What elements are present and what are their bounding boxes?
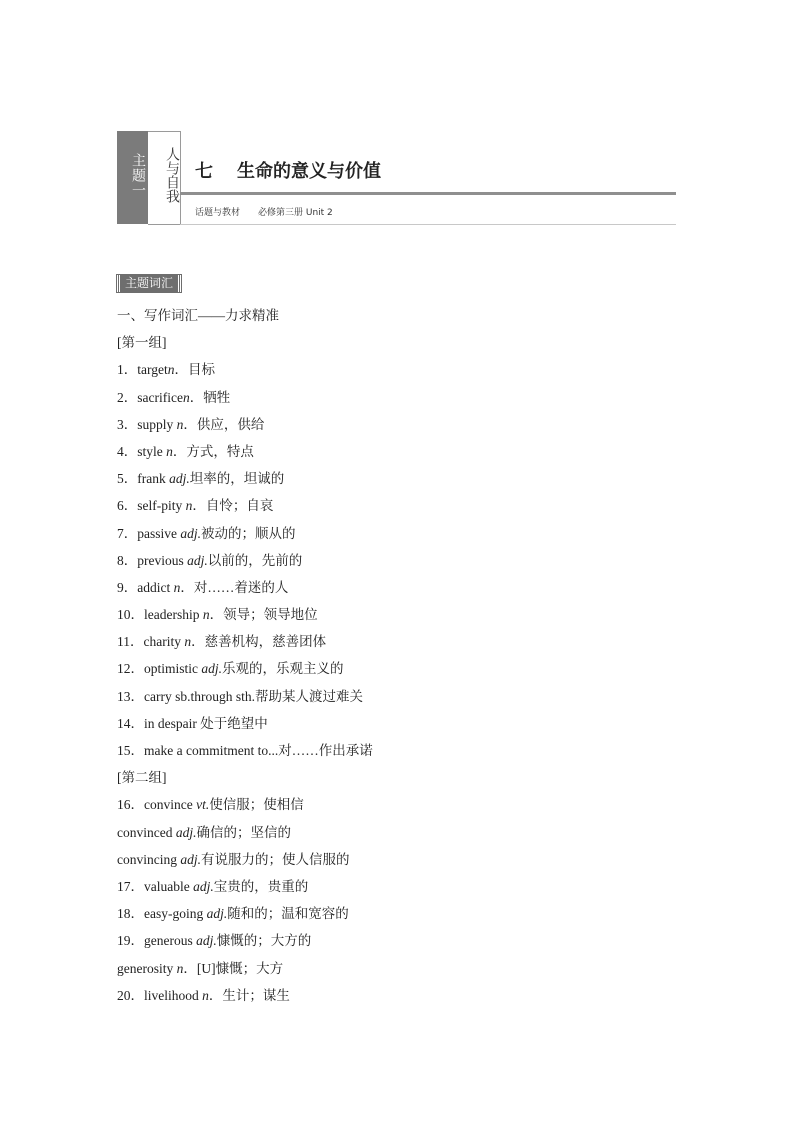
entry-term: generous bbox=[144, 933, 197, 949]
subtheme-label: 人与自我 bbox=[164, 147, 180, 203]
entry-def: ．生计；谋生 bbox=[208, 987, 290, 1003]
entry-num: 17． bbox=[117, 878, 144, 894]
entry-pos: n bbox=[202, 607, 210, 623]
entry-def: ．供应，供给 bbox=[183, 416, 265, 432]
entry-pos: n bbox=[176, 416, 184, 432]
section-heading: 一、写作词汇——力求精准 bbox=[117, 308, 279, 323]
entry-num: 9． bbox=[117, 579, 138, 595]
entry-def: ．方式，特点 bbox=[172, 443, 254, 459]
entry-num: 1． bbox=[117, 362, 138, 378]
entry-def: 确信的；坚信的 bbox=[196, 824, 291, 840]
entry-term: livelihood bbox=[144, 987, 203, 1003]
entry-term: valuable bbox=[144, 878, 194, 894]
entry-term: self-pity bbox=[137, 498, 186, 514]
entry-def: ．对……着迷的人 bbox=[180, 579, 289, 595]
entry-pos: adj. bbox=[206, 906, 228, 922]
entry-num: 12． bbox=[117, 661, 144, 677]
entry-term: sacrifice bbox=[137, 389, 183, 405]
vocab-entry bbox=[117, 524, 677, 551]
entry-def: ．牺牲 bbox=[189, 389, 231, 405]
entry-pos: n bbox=[167, 362, 175, 378]
vocab-entry bbox=[117, 823, 677, 850]
entry-term: in despair bbox=[144, 715, 201, 731]
vocabulary-list bbox=[117, 306, 677, 1013]
entry-term: charity bbox=[143, 634, 185, 650]
entry-term: style bbox=[137, 443, 167, 459]
entry-def: 使信服；使相信 bbox=[209, 797, 304, 813]
entry-pos: n bbox=[173, 579, 181, 595]
vocab-entry bbox=[117, 850, 677, 877]
entry-term: convincing bbox=[117, 851, 181, 867]
entry-def: ．[U]慷慨；大方 bbox=[183, 960, 284, 976]
entry-pos: n bbox=[176, 960, 184, 976]
entry-term: leadership bbox=[144, 607, 203, 623]
entry-pos: adj. bbox=[201, 661, 223, 677]
vocab-entry bbox=[117, 986, 677, 1013]
entry-def: 处于绝望中 bbox=[200, 715, 268, 731]
vocab-entry bbox=[117, 415, 677, 442]
vocab-entry bbox=[117, 959, 677, 986]
chapter-title bbox=[195, 157, 381, 183]
entry-term: frank bbox=[137, 471, 170, 487]
chapter-meta bbox=[195, 205, 333, 218]
entry-def: ．慈善机构，慈善团体 bbox=[191, 634, 327, 650]
theme-label-box bbox=[117, 131, 148, 224]
section-tag: 主题词汇 bbox=[117, 275, 181, 292]
entry-pos: adj. bbox=[175, 824, 197, 840]
vocab-entry bbox=[117, 632, 677, 659]
vocab-entry bbox=[117, 659, 677, 686]
vocab-entry bbox=[117, 551, 677, 578]
vocab-entry bbox=[117, 741, 677, 768]
entry-def: 有说服力的；使人信服的 bbox=[201, 851, 350, 867]
subtheme-label-box bbox=[148, 131, 181, 225]
vocab-entry bbox=[117, 360, 677, 387]
entry-num: 10． bbox=[117, 607, 144, 623]
vocab-entry bbox=[117, 469, 677, 496]
entry-term: generosity bbox=[117, 960, 177, 976]
entry-def: ．领导；领导地位 bbox=[209, 607, 318, 623]
entry-def: 乐观的，乐观主义的 bbox=[222, 661, 344, 677]
vocab-entry bbox=[117, 578, 677, 605]
meta-divider bbox=[180, 224, 676, 225]
entry-pos: n bbox=[202, 987, 209, 1003]
entry-term: target bbox=[137, 362, 168, 378]
entry-num: 13． bbox=[117, 688, 144, 704]
entry-pos: adj. bbox=[180, 851, 202, 867]
vocab-entry bbox=[117, 388, 677, 415]
vocab-entry bbox=[117, 877, 677, 904]
entry-def: ．自怜；自哀 bbox=[192, 498, 274, 514]
entry-pos: adj. bbox=[196, 933, 217, 949]
entry-num: 6． bbox=[117, 498, 138, 514]
entry-num: 11． bbox=[117, 634, 144, 650]
entry-num: 18． bbox=[117, 906, 144, 922]
entry-def: 坦率的，坦诚的 bbox=[189, 471, 285, 487]
entry-num: 7． bbox=[117, 525, 138, 541]
entry-pos: adj. bbox=[180, 525, 202, 541]
entry-pos: vt. bbox=[196, 797, 210, 813]
entry-term: addict bbox=[137, 579, 174, 595]
entry-num: 19． bbox=[117, 933, 144, 949]
meta-textbook: 必修第三册 Unit 2 bbox=[258, 208, 333, 218]
theme-label: 主题一 bbox=[130, 153, 146, 198]
vocab-entry bbox=[117, 605, 677, 632]
entry-num: 8． bbox=[117, 552, 138, 568]
group-label: [第一组] bbox=[117, 335, 167, 351]
entry-def: 帮助某人渡过难关 bbox=[254, 688, 363, 704]
entry-pos: n bbox=[185, 498, 193, 514]
vocab-entry bbox=[117, 687, 677, 714]
title-divider bbox=[180, 192, 676, 195]
entry-term: previous bbox=[137, 552, 188, 568]
entry-term: convinced bbox=[117, 824, 176, 840]
entry-pos: n bbox=[184, 634, 192, 650]
group-label: [第二组] bbox=[117, 770, 167, 786]
entry-num: 3． bbox=[117, 416, 138, 432]
entry-term: convince bbox=[144, 797, 197, 813]
entry-num: 16． bbox=[117, 797, 144, 813]
entry-def: 慷慨的；大方的 bbox=[216, 933, 312, 949]
entry-num: 15． bbox=[117, 743, 144, 758]
entry-pos: adj. bbox=[187, 552, 208, 568]
vocab-entry bbox=[117, 795, 677, 822]
chapter-header bbox=[117, 131, 677, 225]
entry-num: 20． bbox=[117, 987, 144, 1003]
vocab-entry bbox=[117, 904, 677, 931]
entry-term: optimistic bbox=[144, 661, 202, 677]
entry-def: ．目标 bbox=[174, 362, 215, 378]
entry-def: 宝贵的，贵重的 bbox=[213, 878, 309, 894]
chapter-title-text: 生命的意义与价值 bbox=[237, 161, 381, 182]
entry-def: 随和的；温和宽容的 bbox=[227, 906, 349, 922]
entry-pos: adj. bbox=[169, 471, 190, 487]
meta-topic: 话题与教材 bbox=[195, 208, 241, 218]
entry-num: 4． bbox=[117, 443, 138, 459]
entry-num: 2． bbox=[117, 389, 138, 405]
entry-pos: n bbox=[182, 389, 190, 405]
entry-term: carry sb.through sth. bbox=[144, 688, 255, 704]
chapter-number: 七 bbox=[195, 161, 213, 182]
entry-def: 对……作出承诺 bbox=[278, 743, 373, 758]
entry-pos: n bbox=[166, 443, 173, 459]
entry-term: make a commitment to... bbox=[144, 743, 279, 758]
vocab-entry bbox=[117, 931, 677, 958]
entry-def: 以前的，先前的 bbox=[207, 552, 303, 568]
entry-term: supply bbox=[137, 416, 177, 432]
vocab-entry bbox=[117, 442, 677, 469]
entry-num: 14． bbox=[117, 715, 144, 731]
entry-term: passive bbox=[137, 525, 181, 541]
entry-term: easy-going bbox=[144, 906, 207, 922]
entry-def: 被动的；顺从的 bbox=[201, 525, 296, 541]
entry-pos: adj. bbox=[193, 878, 214, 894]
vocab-entry bbox=[117, 496, 677, 523]
entry-num: 5． bbox=[117, 471, 138, 487]
vocab-entry bbox=[117, 714, 677, 741]
